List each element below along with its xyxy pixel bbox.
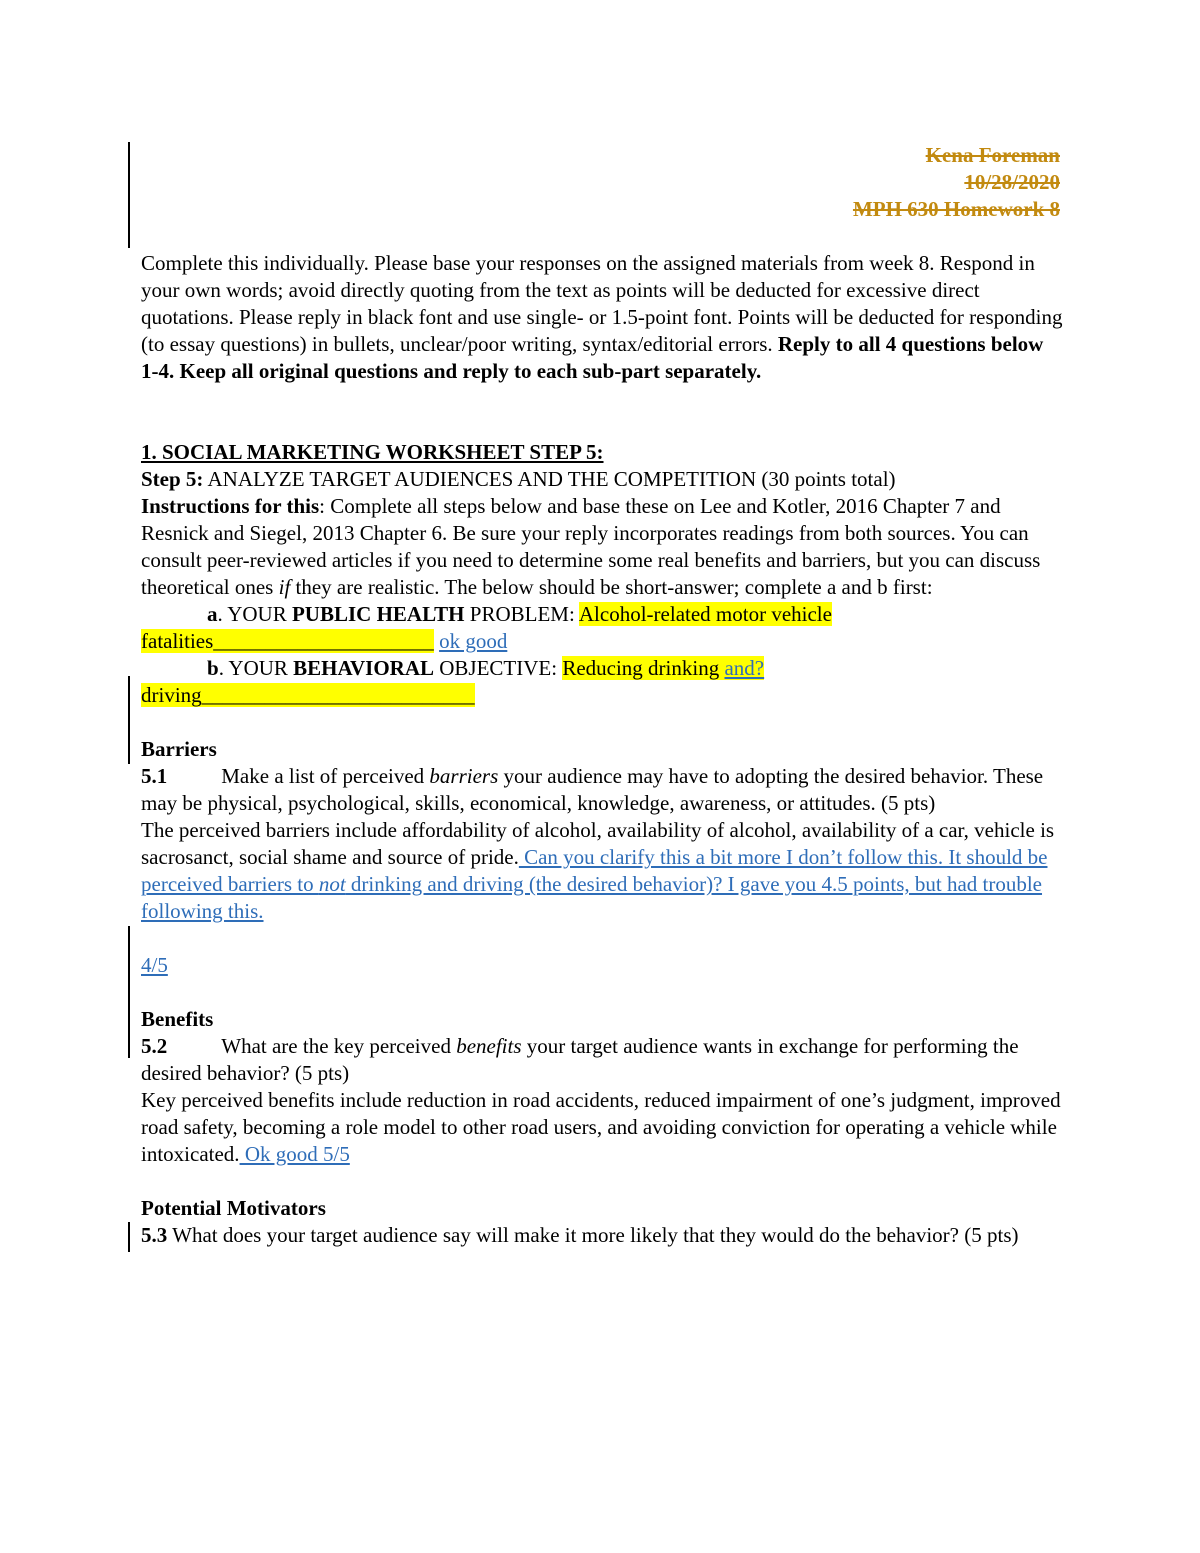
objective-answer: Reducing drinking and? xyxy=(562,656,765,680)
comment-ok-good: ok good xyxy=(439,629,508,653)
problem-line-cont xyxy=(141,628,1066,655)
step5-line xyxy=(141,466,1066,493)
barriers-answer: The perceived barriers include affordability of alcohol, availability of alcohol, availability of a car, vehicle is sacrosanct, social shame and source of pride. Can you clarify this a bit more I don’t follow this. It should be perceived barriers to not drinking and driving (the desired behavior)? I gave you 4.5 points, but had trouble following this. xyxy=(141,818,1055,923)
motivators-question: 5.3 What does your target audience say will make it more likely that they would do the behavior? (5 pts) xyxy=(141,1223,1019,1247)
section1-heading: 1. SOCIAL MARKETING WORKSHEET STEP 5: xyxy=(141,440,604,464)
problem-answer: Alcohol-related motor vehicle xyxy=(578,602,832,626)
change-bar-header xyxy=(128,142,130,248)
document-header xyxy=(853,142,1060,223)
step-text: ANALYZE TARGET AUDIENCES AND THE COMPETITION (30 points total) xyxy=(203,467,896,491)
barriers-question: 5.1 Make a list of perceived barriers your audience may have to adopting the desired behavior. These may be physical, psychological, skills, economical, knowledge, awareness, or attitudes. (5 pts) xyxy=(141,764,1044,815)
problem-answer-cont: fatalities_____________________ xyxy=(141,629,434,653)
instructions-label: Instructions for this xyxy=(141,494,320,518)
problem-line: a. YOUR PUBLIC HEALTH PROBLEM: Alcohol-related motor vehicle xyxy=(207,602,832,626)
student-name: Kena Foreman xyxy=(925,143,1060,167)
benefits-question: 5.2 What are the key perceived benefits your target audience wants in exchange for performing the desired behavior? (5 pts) xyxy=(141,1034,1019,1085)
comment-benefits: Ok good 5/5 xyxy=(239,1142,350,1166)
intro-text: Complete this individually. Please base your responses on the assigned materials from week 8. Respond in your own words; avoid directly quoting from the text as points will be deducted for excessive direct quotations. Please reply in black font and use single- or 1.5-point font. Points will be deducted for responding (to essay questions) in bullets, unclear/poor writing, syntax/editorial errors. xyxy=(141,251,1063,356)
submission-date: 10/28/2020 xyxy=(964,170,1060,194)
intro-paragraph xyxy=(141,250,1066,385)
barriers-score: 4/5 xyxy=(141,953,168,977)
objective-line: b. YOUR BEHAVIORAL OBJECTIVE: Reducing drinking and? xyxy=(207,656,765,680)
change-bar-barriers xyxy=(128,926,130,1058)
benefits-heading: Benefits xyxy=(141,1007,214,1031)
instructions-paragraph: Instructions for this: Complete all steps below and base these on Lee and Kotler, 2016 Chapter 7 and Resnick and Siegel, 2013 Chapter 6. Be sure your reply incorporates readings from both sources. You can consult peer-reviewed articles if you need to determine some real benefits and barriers, but you can discuss theoretical ones if they are realistic. The below should be short-answer; complete a and b first: xyxy=(141,494,1041,599)
barriers-heading: Barriers xyxy=(141,737,217,761)
comment-and: and? xyxy=(724,656,765,680)
comment-barriers: Can you clarify this a bit more I don’t follow this. It should be perceived barriers to not drinking and driving (the desired behavior)? I gave you 4.5 points, but had trouble following this. xyxy=(141,845,1048,923)
course-title: MPH 630 Homework 8 xyxy=(852,197,1060,221)
intro-bold-text: Reply to all 4 questions below 1-4. Keep all original questions and reply to each sub-part separately. xyxy=(141,332,1044,383)
objective-answer-cont: driving__________________________ xyxy=(141,683,475,707)
objective-line-cont xyxy=(141,682,1066,709)
change-bar-benefits xyxy=(128,1222,130,1252)
step-label: Step 5: xyxy=(141,467,204,491)
change-bar-objectives xyxy=(128,676,130,764)
document-body xyxy=(141,250,1066,1249)
benefits-answer: Key perceived benefits include reduction in road accidents, reduced impairment of one’s judgment, improved road safety, becoming a role model to other road users, and avoiding conviction for operating a vehicle while intoxicated. Ok good 5/5 xyxy=(141,1088,1061,1166)
motivators-heading: Potential Motivators xyxy=(141,1196,326,1220)
